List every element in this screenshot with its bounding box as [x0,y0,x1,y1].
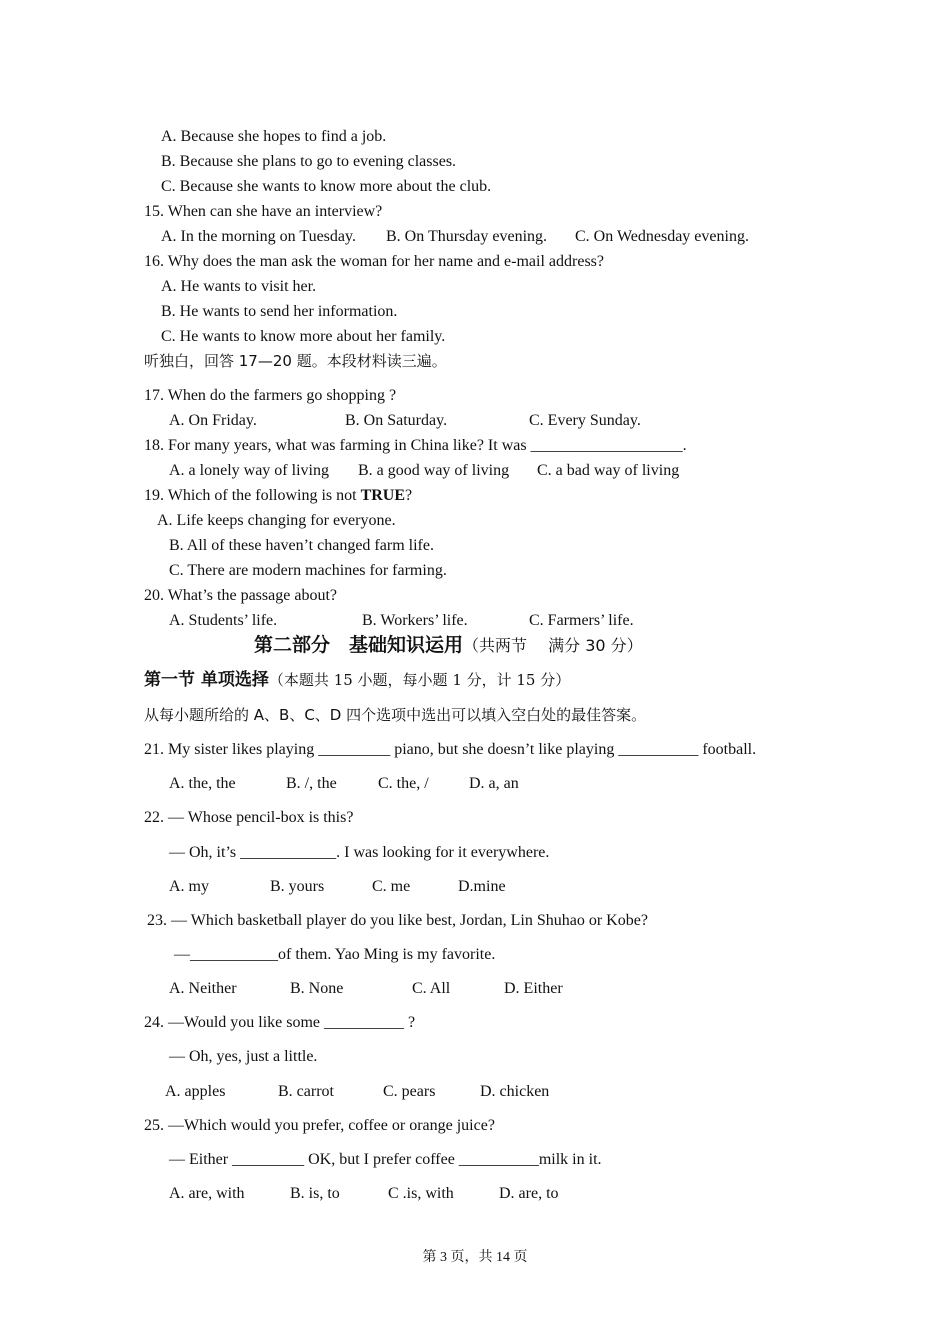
q14-option-b: B. Because she plans to go to evening classes. [161,153,457,170]
section1-heading [144,669,570,692]
q22-option-c: C. me [372,878,411,895]
q24-stem: 24. —Would you like some __________ ? [144,1014,416,1031]
q20-stem: 20. What’s the passage about? [144,587,337,604]
q22-reply: — Oh, it’s ____________. I was looking for it everywhere. [169,844,550,861]
q20-option-b: B. Workers’ life. [362,612,468,629]
q16-option-c: C. He wants to know more about her family. [161,328,446,345]
q19-option-b: B. All of these haven’t changed farm life. [169,537,434,554]
section1-title: 第一节 单项选择 [144,670,269,690]
q22-option-d: D.mine [458,878,506,895]
q21-stem: 21. My sister likes playing _________ piano, but she doesn’t like playing __________ football. [144,741,757,758]
q18-stem: 18. For many years, what was farming in China like? It was ___________________. [144,437,687,454]
q25-option-d: D. are, to [499,1185,559,1202]
q19-option-a: A. Life keeps changing for everyone. [157,512,396,529]
q18-option-a: A. a lonely way of living [169,462,329,479]
q14-option-c: C. Because she wants to know more about the club. [161,178,492,195]
q24-option-a: A. apples [165,1083,226,1100]
q23-reply: —___________of them. Yao Ming is my favorite. [174,946,496,963]
part2-title: 第二部分 基础知识运用 [254,634,464,656]
q14-option-a: A. Because she hopes to find a job. [161,128,387,145]
q19-stem [144,486,412,506]
q24-option-b: B. carrot [278,1083,334,1100]
q25-option-a: A. are, with [169,1185,245,1202]
q25-option-b: B. is, to [290,1185,340,1202]
q24-reply: — Oh, yes, just a little. [169,1048,318,1065]
q18-option-b: B. a good way of living [358,462,510,479]
part2-heading [254,633,643,659]
q22-stem: 22. — Whose pencil-box is this? [144,809,354,826]
page-footer: 第 3 页，共 14 页 [422,1250,528,1265]
monologue-instruction: 听独白，回答 17—20 题。本段材料读三遍。 [144,352,447,370]
q17-option-c: C. Every Sunday. [529,412,641,429]
q21-option-b: B. /, the [286,775,337,792]
q15-option-a: A. In the morning on Tuesday. [161,228,356,245]
q15-stem: 15. When can she have an interview? [144,203,383,220]
section1-note: （本题共 15 小题，每小题 1 分，计 15 分） [268,671,571,689]
q25-stem: 25. —Which would you prefer, coffee or orange juice? [144,1117,495,1134]
q21-option-a: A. the, the [169,775,236,792]
q19-stem-pre: 19. Which of the following is not [144,487,361,504]
q18-option-c: C. a bad way of living [537,462,680,479]
q22-option-b: B. yours [270,878,325,895]
q25-reply: — Either _________ OK, but I prefer coffee __________milk in it. [169,1151,602,1168]
q23-option-c: C. All [412,980,451,997]
q17-option-a: A. On Friday. [169,412,257,429]
q22-option-a: A. my [169,878,209,895]
q23-option-a: A. Neither [169,980,237,997]
q15-option-c: C. On Wednesday evening. [575,228,749,245]
q19-stem-post: ? [405,487,413,504]
q17-option-b: B. On Saturday. [345,412,448,429]
part2-note: （共两节 满分 30 分） [463,636,643,655]
q15-option-b: B. On Thursday evening. [386,228,548,245]
q16-option-a: A. He wants to visit her. [161,278,317,295]
q24-option-c: C. pears [383,1083,436,1100]
q23-option-b: B. None [290,980,344,997]
q21-option-d: D. a, an [469,775,519,792]
q16-stem: 16. Why does the man ask the woman for her name and e-mail address? [144,253,604,270]
q19-option-c: C. There are modern machines for farming. [169,562,447,579]
q17-stem: 17. When do the farmers go shopping ? [144,387,397,404]
q16-option-b: B. He wants to send her information. [161,303,398,320]
q25-option-c: C .is, with [388,1185,454,1202]
section1-instruction: 从每小题所给的 A、B、C、D 四个选项中选出可以填入空白处的最佳答案。 [144,706,647,724]
q20-option-a: A. Students’ life. [169,612,278,629]
q21-option-c: C. the, / [378,775,429,792]
q19-stem-bold: TRUE [360,487,406,504]
q20-option-c: C. Farmers’ life. [529,612,634,629]
q24-option-d: D. chicken [480,1083,550,1100]
q23-option-d: D. Either [504,980,563,997]
q23-stem: 23. — Which basketball player do you like best, Jordan, Lin Shuhao or Kobe? [147,912,648,929]
